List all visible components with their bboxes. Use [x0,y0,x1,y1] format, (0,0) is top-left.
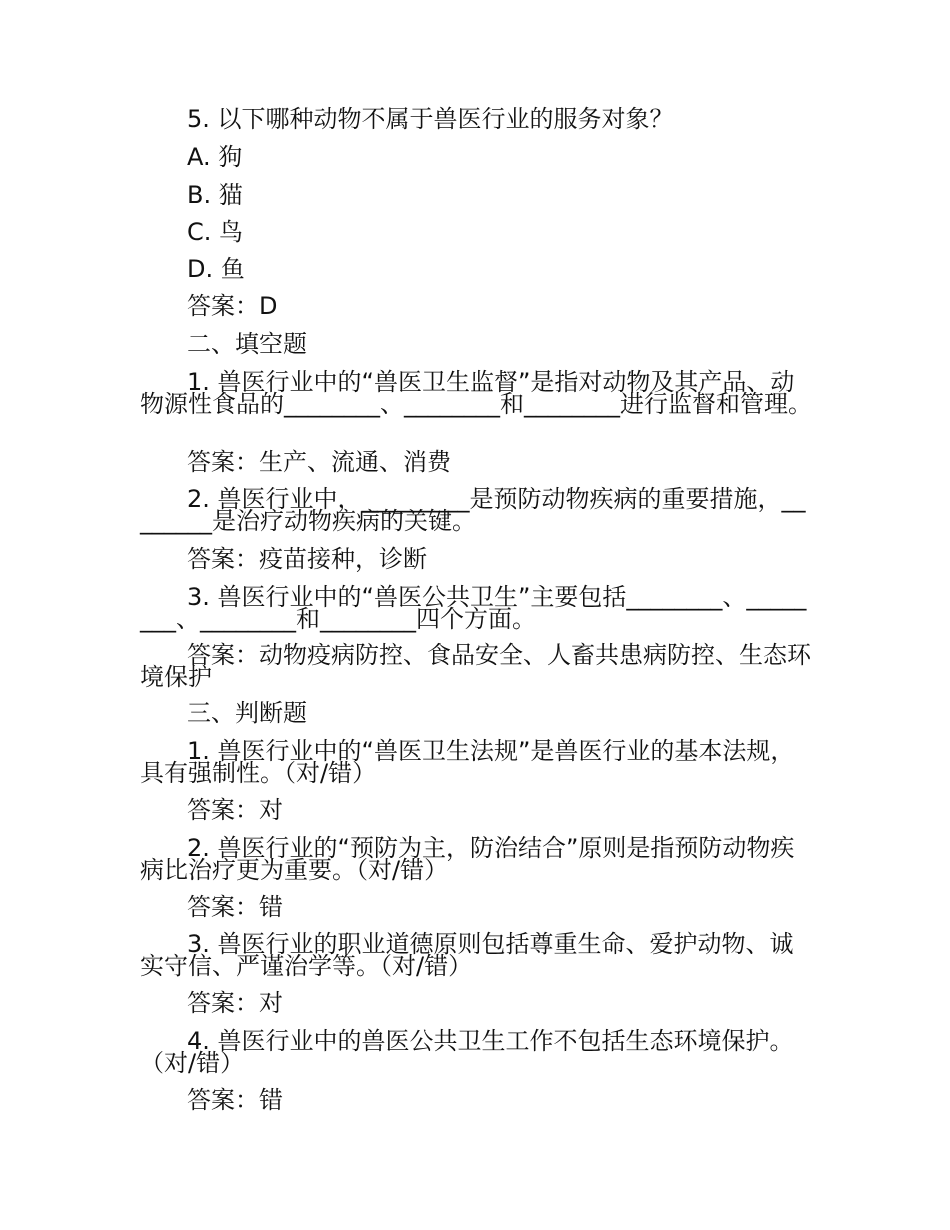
true-false-question-4: 4. 兽医行业中的兽医公共卫生工作不包括生态环境保护。（对/错） [140,1027,794,1077]
q5-option-b: B. 猫 [187,181,243,209]
q5-answer: 答案：D [187,292,278,320]
true-false-question-1: 1. 兽医行业中的“兽医卫生法规”是兽医行业的基本法规，具有强制性。（对/错） [140,737,795,787]
true-false-question-3: 3. 兽医行业的职业道德原则包括尊重生命、爱护动物、诚实守信、严谨治学等。（对/错） [140,930,794,980]
true-false-question-2: 2. 兽医行业的“预防为主，防治结合”原则是指预防动物疾病比治疗更为重要。（对/错） [140,834,795,884]
true-false-answer-2: 答案：错 [187,893,283,921]
q5-question: 5. 以下哪种动物不属于兽医行业的服务对象？ [187,105,674,133]
fill-blank-question-3: 3. 兽医行业中的“兽医公共卫生”主要包括________、________、________和________四个方面。 [140,583,807,633]
q5-option-d: D. 鱼 [187,255,245,283]
q5-option-a: A. 狗 [187,143,243,171]
fill-blank-answer-3: 答案：动物疫病防控、食品安全、人畜共患病防控、生态环境保护 [140,641,811,691]
section-heading-fill-blank: 二、填空题 [187,330,307,358]
true-false-answer-3: 答案：对 [187,989,283,1017]
q5-option-c: C. 鸟 [187,218,244,246]
true-false-answer-1: 答案：对 [187,796,283,824]
true-false-answer-4: 答案：错 [187,1086,283,1114]
fill-blank-answer-2: 答案：疫苗接种，诊断 [187,545,427,573]
fill-blank-question-1: 1. 兽医行业中的“兽医卫生监督”是指对动物及其产品、动物源性食品的________、________和________进行监督和管理。 [140,368,812,418]
fill-blank-question-2: 2. 兽医行业中，_________是预防动物疾病的重要措施，________是治疗动物疾病的关键。 [140,485,806,535]
fill-blank-answer-1: 答案：生产、流通、消费 [187,448,451,476]
section-heading-true-false: 三、判断题 [187,699,307,727]
